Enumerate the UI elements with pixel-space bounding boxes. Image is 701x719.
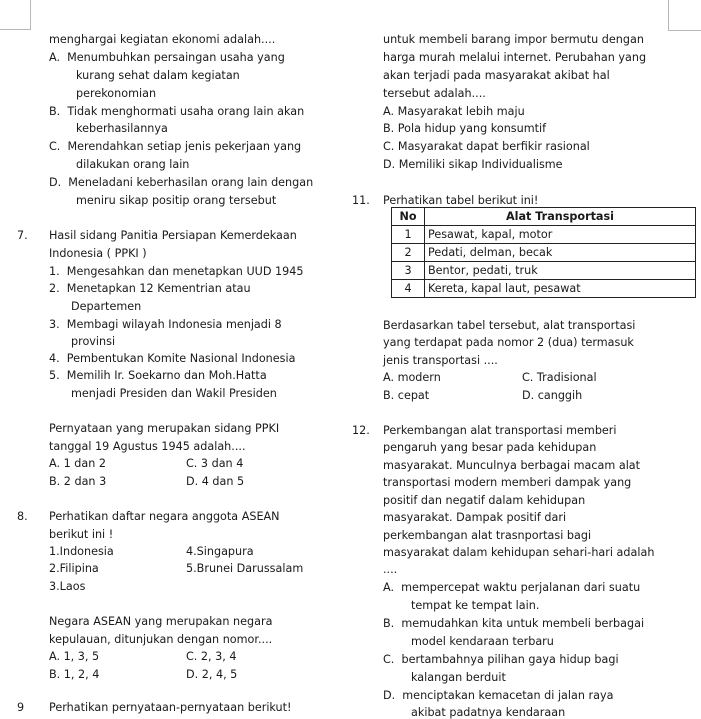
q12-option-a: A. mempercepat waktu perjalanan dari suatu [383,581,641,594]
q11-option-a: A. modern [383,371,441,384]
q8-option-c: C. 2, 3, 4 [186,650,237,663]
q6-option-d-cont: meniru sikap positip orang tersebut [76,194,277,207]
q7-item-1: 1. Mengesahkan dan menetapkan UUD 1945 [49,265,304,278]
q6-option-a-cont: kurang sehat dalam kegiatan [76,69,240,82]
q10-option-d: D. Memiliki sikap Individualisme [383,158,563,171]
q12-text: masyarakat. Dampak positif dari [383,511,567,524]
q12-option-d-cont: akibat padatnya kendaraan [411,706,566,719]
table-cell-no: 4 [392,280,425,298]
q7-item-2-cont: Departemen [71,300,142,313]
q7-option-d: D. 4 dan 5 [186,475,245,488]
q7-stem-cont: Indonesia ( PPKI ) [49,247,147,260]
table-row [392,244,696,262]
q6-option-d: D. Meneladani keberhasilan orang lain dengan [49,176,314,189]
q9-number: 9 [17,701,25,714]
q7-option-b: B. 2 dan 3 [49,475,107,488]
q7-number: 7. [17,229,28,242]
table-header-row [392,208,696,226]
q7-stem: Hasil sidang Panitia Persiapan Kemerdekaan [49,229,297,242]
table-cell-transport: Pedati, delman, becak [425,244,696,262]
q7-question-cont: tanggal 19 Agustus 1945 adalah.... [49,440,246,453]
q12-text: masyarakat. Munculnya berbagai macam alat [383,459,641,472]
q6-option-a: A. Menumbuhkan persaingan usaha yang [49,51,285,64]
q11-option-d: D. canggih [522,389,583,402]
q10-option-c: C. Masyarakat dapat berfikir rasional [383,140,590,153]
table-cell-no: 3 [392,262,425,280]
q12-text: .... [383,563,398,576]
q10-text: tersebut adalah.... [383,87,486,100]
q7-item-5: 5. Memilih Ir. Soekarno dan Moh.Hatta [49,369,267,382]
crop-mark-top-right-horizontal [668,30,701,31]
q9-stem: Perhatikan pernyataan-pernyataan berikut! [49,701,292,714]
q6-stem-end: menghargai kegiatan ekonomi adalah.... [49,33,276,46]
q7-item-3-cont: provinsi [71,335,116,348]
q7-item-3: 3. Membagi wilayah Indonesia menjadi 8 [49,318,282,331]
q8-stem: Perhatikan daftar negara anggota ASEAN [49,510,280,523]
table-header-transport: Alat Transportasi [425,208,696,226]
q12-text: positif dan negatif dalam kehidupan [383,494,586,507]
q6-option-a-cont: perekonomian [76,87,157,100]
q12-option-c: C. bertambahnya pilihan gaya hidup bagi [383,653,619,666]
q7-item-4: 4. Pembentukan Komite Nasional Indonesia [49,352,296,365]
q7-item-5-cont: menjadi Presiden dan Wakil Presiden [71,387,277,400]
q7-question: Pernyataan yang merupakan sidang PPKI [49,422,280,435]
table-row [392,226,696,244]
crop-mark-top-left [0,0,30,30]
q12-text: perkembangan alat trasnportasi bagi [383,529,592,542]
q12-text: masyarakat dalam kehidupan sehari-hari adalah [383,546,655,559]
q8-stem-cont: berikut ini ! [49,528,114,541]
table-cell-no: 2 [392,244,425,262]
q11-number: 11. [352,194,370,207]
q6-option-b-cont: keberhasilannya [76,122,168,135]
q12-text: Perkembangan alat transportasi memberi [383,424,617,437]
q8-country-1: 1.Indonesia [49,545,114,558]
q11-option-c: C. Tradisional [522,371,597,384]
q12-option-d: D. menciptakan kemacetan di jalan raya [383,689,614,702]
q8-option-d: D. 2, 4, 5 [186,668,238,681]
table-cell-transport: Pesawat, kapal, motor [425,226,696,244]
q11-stem: Perhatikan tabel berikut ini! [383,194,539,207]
q10-text: akan terjadi pada masyarakat akibat hal [383,69,610,82]
q8-question-cont: kepulauan, ditunjukan dengan nomor.... [49,633,273,646]
q12-option-a-cont: tempat ke tempat lain. [411,599,540,612]
q8-country-4: 4.Singapura [186,545,254,558]
q10-text: untuk membeli barang impor bermutu dengan [383,33,644,46]
q12-option-b: B. memudahkan kita untuk membeli berbagai [383,617,645,630]
crop-mark-top-left-vertical [30,0,31,30]
q8-number: 8. [17,510,28,523]
table-cell-no: 1 [392,226,425,244]
q8-country-2: 2.Filipina [49,562,99,575]
q12-text: pengaruh yang besar pada kehidupan [383,441,597,454]
q8-country-5: 5.Brunei Darussalam [186,562,304,575]
crop-mark-top-right [668,0,669,30]
q7-option-c: C. 3 dan 4 [186,457,244,470]
q12-number: 12. [352,424,370,437]
table-header-no: No [392,208,425,226]
table-cell-transport: Kereta, kapal laut, pesawat [425,280,696,298]
q12-option-c-cont: kalangan berduit [411,671,506,684]
q7-item-2: 2. Menetapkan 12 Kementrian atau [49,282,251,295]
q6-option-c: C. Merendahkan setiap jenis pekerjaan yang [49,140,302,153]
q7-option-a: A. 1 dan 2 [49,457,106,470]
q11-question: Berdasarkan tabel tersebut, alat transportasi [383,319,636,332]
table-row [392,280,696,298]
q6-option-b: B. Tidak menghormati usaha orang lain akan [49,105,305,118]
q10-option-b: B. Pola hidup yang konsumtif [383,122,547,135]
q6-option-c-cont: dilakukan orang lain [76,158,190,171]
q8-question: Negara ASEAN yang merupakan negara [49,615,273,628]
q12-text: transportasi modern memberi dampak yang [383,476,632,489]
q8-option-a: A. 1, 3, 5 [49,650,100,663]
q10-option-a: A. Masyarakat lebih maju [383,105,525,118]
q11-question-cont: yang terdapat pada nomor 2 (dua) termasuk [383,336,634,349]
table-cell-transport: Bentor, pedati, truk [425,262,696,280]
q11-option-b: B. cepat [383,389,430,402]
transport-table [391,207,696,298]
table-row [392,262,696,280]
q10-text: harga murah melalui internet. Perubahan yang [383,51,647,64]
q12-option-b-cont: model kendaraan terbaru [411,635,554,648]
q11-question-cont: jenis transportasi .... [383,354,498,367]
q8-country-3: 3.Laos [49,580,86,593]
q8-option-b: B. 1, 2, 4 [49,668,100,681]
